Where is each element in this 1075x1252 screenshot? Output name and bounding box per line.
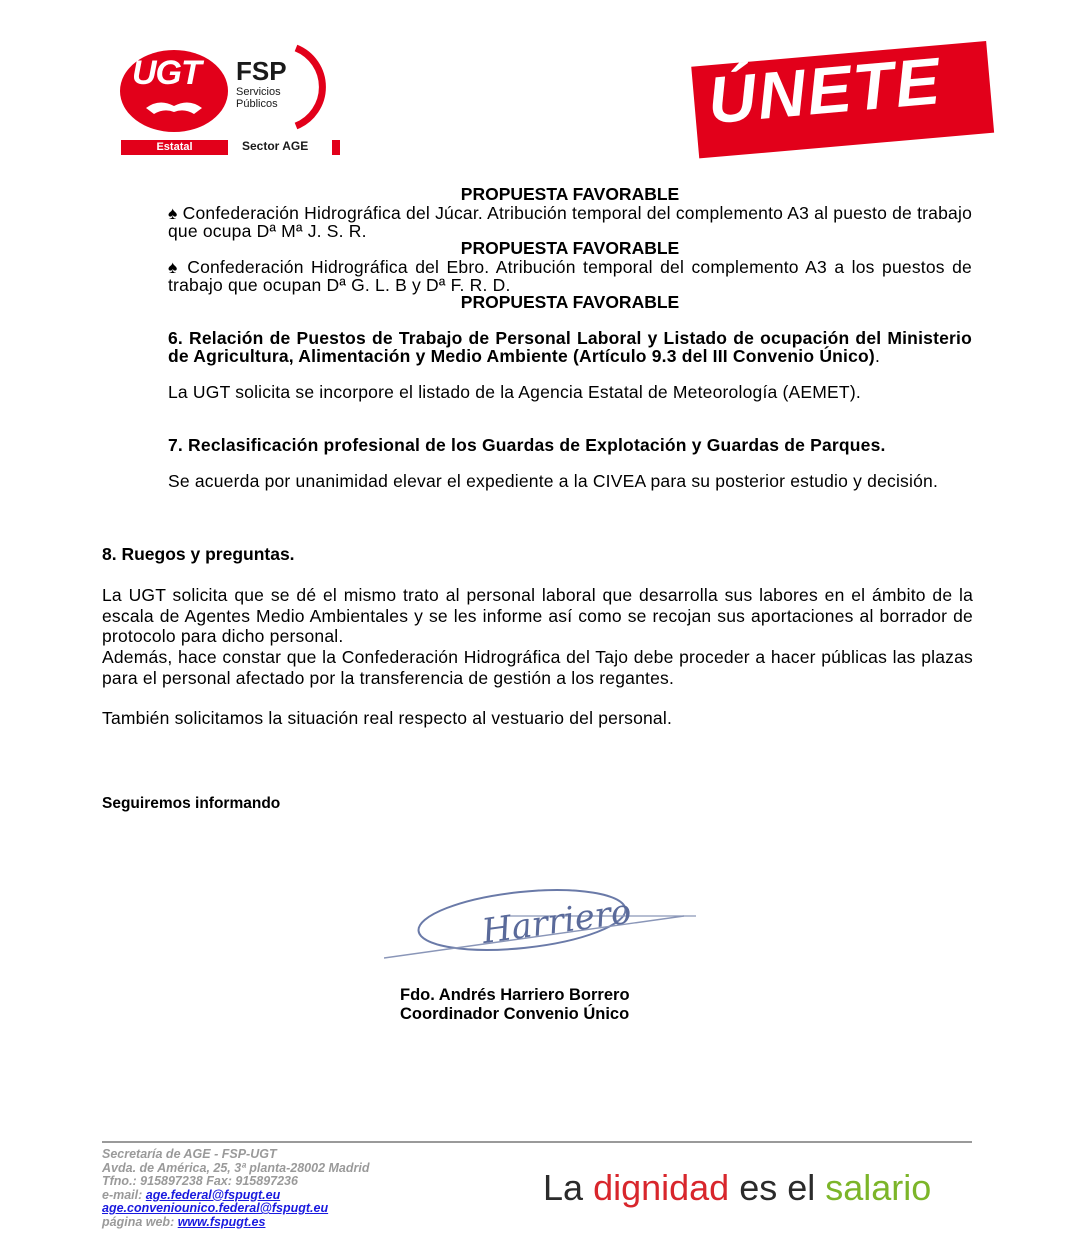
point-6-title: 6. Relación de Puestos de Trabajo de Personal Laboral y Listado de ocupación del Ministerio de Agricultura, Alimentación y Medio Ambiente (Artículo 9.3 del III Convenio Único) bbox=[168, 328, 972, 366]
propuesta-favorable-1: PROPUESTA FAVORABLE bbox=[460, 184, 680, 204]
unete-main-text: ÚNETE bbox=[705, 43, 945, 138]
ugt-fsp-logo bbox=[118, 38, 358, 158]
footer-address: Avda. de América, 25, 3ª planta-28002 Madrid bbox=[102, 1160, 370, 1175]
slogan-es-el: es el bbox=[739, 1167, 816, 1208]
sector-age-label: Sector AGE bbox=[242, 139, 309, 153]
slogan bbox=[543, 1168, 931, 1208]
point-8-title: 8. Ruegos y preguntas. bbox=[102, 544, 295, 564]
footer-web-link[interactable]: www.fspugt.es bbox=[177, 1214, 266, 1229]
point-8-paragraph-1: La UGT solicita que se dé el mismo trato al personal laboral que desarrolla sus labores en el ámbito de la escala de Agentes Medio Ambientales y se les informe así como se recojan sus aportaciones al borrador de protocolo para dicho personal. bbox=[102, 585, 973, 646]
signature-role: Coordinador Convenio Único bbox=[400, 1005, 630, 1023]
slogan-la: La bbox=[543, 1167, 584, 1208]
item-ebro: ♠ Confederación Hidrográfica del Ebro. Atribución temporal del complemento A3 a los puestos de trabajo que ocupan Dª G. L. B y Dª F. R. D. bbox=[168, 257, 972, 295]
estatal-label: Estatal bbox=[121, 140, 228, 155]
footer-email-label: e-mail: bbox=[102, 1187, 146, 1202]
slogan-salario: salario bbox=[825, 1167, 932, 1208]
footer-email-line bbox=[102, 1189, 369, 1203]
handshake-icon bbox=[144, 96, 204, 116]
fsp-subtitle: Servicios Públicos bbox=[236, 86, 281, 110]
ugt-logo-text: UGT bbox=[132, 54, 201, 92]
signature-script: Harriero bbox=[479, 891, 634, 953]
unete-logo bbox=[684, 16, 994, 160]
propuesta-favorable-3: PROPUESTA FAVORABLE bbox=[460, 292, 680, 312]
fsp-arc-icon bbox=[288, 44, 344, 130]
unete-tagline: Unión General de Trabajadores bbox=[738, 16, 991, 58]
handwritten-signature bbox=[384, 876, 696, 968]
point-6 bbox=[168, 329, 972, 365]
point-7-title: 7. Reclasificación profesional de los Guardas de Explotación y Guardas de Parques. bbox=[168, 435, 886, 455]
footer-email-link-1[interactable]: age.federal@fspugt.eu bbox=[145, 1187, 281, 1202]
sector-red-bar bbox=[332, 140, 340, 155]
item-jucar: ♠ Confederación Hidrográfica del Júcar. Atribución temporal del complemento A3 al puesto de trabajo que ocupa Dª Mª J. S. R. bbox=[168, 203, 972, 241]
footer-web-line bbox=[102, 1216, 369, 1230]
signature-name: Fdo. Andrés Harriero Borrero bbox=[400, 986, 630, 1004]
point-8-paragraph-3: También solicitamos la situación real respecto al vestuario del personal. bbox=[102, 708, 673, 728]
point-8-paragraph-2: Además, hace constar que la Confederación Hidrográfica del Tajo debe proceder a hacer públicas las plazas para el personal afectado por la transferencia de gestión a los regantes. bbox=[102, 647, 973, 688]
fsp-logo-text: FSP bbox=[236, 56, 287, 86]
footer-office: Secretaría de AGE - FSP-UGT bbox=[102, 1147, 277, 1161]
footer-web-label: página web: bbox=[102, 1214, 178, 1229]
slogan-dignidad: dignidad bbox=[593, 1167, 730, 1208]
footer-email-link-2[interactable]: age.conveniounico.federal@fspugt.eu bbox=[102, 1201, 329, 1215]
point-6-title-end: . bbox=[874, 346, 881, 366]
footer-email-line-2 bbox=[102, 1202, 369, 1216]
point-6-text: La UGT solicita se incorpore el listado de la Agencia Estatal de Meteorología (AEMET). bbox=[168, 382, 861, 402]
propuesta-favorable-2: PROPUESTA FAVORABLE bbox=[460, 238, 680, 258]
closing-text: Seguiremos informando bbox=[102, 795, 281, 812]
point-7-text: Se acuerda por unanimidad elevar el expediente a la CIVEA para su posterior estudio y decisión. bbox=[168, 471, 939, 491]
footer-divider bbox=[102, 1141, 972, 1143]
footer-phone: Tfno.: 915897238 Fax: 915897236 bbox=[102, 1174, 298, 1188]
footer-contact bbox=[102, 1148, 369, 1229]
signature-block bbox=[400, 986, 630, 1024]
